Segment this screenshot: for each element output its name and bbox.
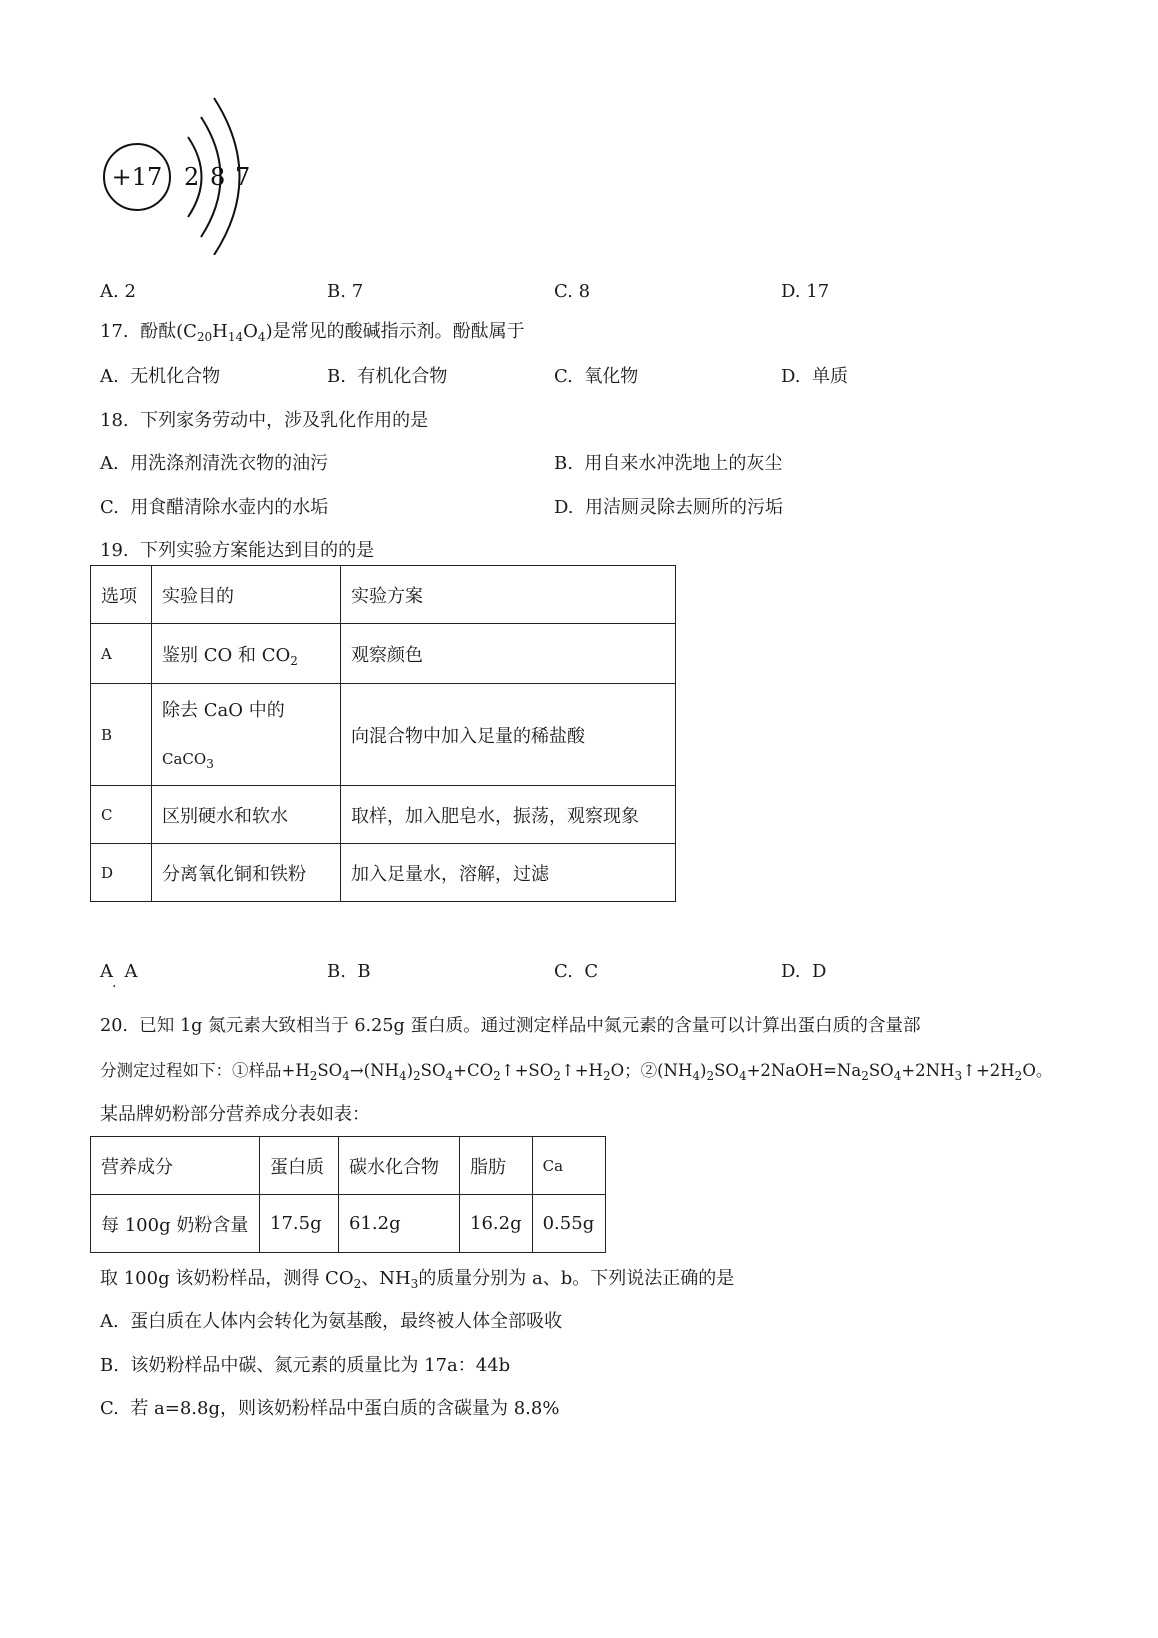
table-row [91, 844, 676, 902]
header-nutrient: 营养成分 [91, 1137, 260, 1195]
row-b-goal: 除去 CaO 中的 CaCO$_3$ [152, 684, 341, 786]
q18-option-b[interactable]: B. 用自来水冲洗地上的灰尘 [554, 453, 783, 474]
q17-option-a[interactable]: A. 无机化合物 [100, 366, 221, 387]
shell-electrons-2: 8 [210, 163, 226, 191]
table-row [91, 624, 676, 684]
row-d-option: D [91, 844, 152, 902]
q18-option-c[interactable]: C. 用食醋清除水壶内的水垢 [100, 497, 329, 518]
row-b-option: B [91, 684, 152, 786]
q17-option-d[interactable]: D. 单质 [781, 366, 848, 387]
table-header-row [91, 1137, 606, 1195]
q17-option-c[interactable]: C. 氧化物 [554, 366, 639, 387]
row-c-plan: 取样，加入肥皂水，振荡，观察现象 [341, 786, 676, 844]
header-goal: 实验目的 [152, 566, 341, 624]
table-header-row [91, 566, 676, 624]
q20-option-c[interactable]: C. 若 a=8.8g，则该奶粉样品中蛋白质的含碳量为 8.8% [100, 1398, 560, 1419]
header-protein: 蛋白质 [260, 1137, 339, 1195]
q17-stem: 17. 酚酞$(C_{20}H_{14}O_4)$是常见的酸碱指示剂。酚酞属于 [100, 321, 525, 344]
q20-option-a[interactable]: A. 蛋白质在人体内会转化为氨基酸，最终被人体全部吸收 [100, 1311, 563, 1332]
shell-electrons-1: 2 [184, 163, 200, 191]
row-d-plan: 加入足量水，溶解，过滤 [341, 844, 676, 902]
calcium-value: 0.55g [532, 1195, 605, 1253]
table-row [91, 1195, 606, 1253]
q19-stem: 19. 下列实验方案能达到目的的是 [100, 540, 375, 561]
q18-option-d[interactable]: D. 用洁厕灵除去厕所的污垢 [554, 497, 783, 518]
q17-option-b[interactable]: B. 有机化合物 [327, 366, 448, 387]
q18-option-a[interactable]: A. 用洗涤剂清洗衣物的油污 [100, 453, 329, 474]
row-a-option: A [91, 624, 152, 684]
chlorine-atom-structure-diagram [100, 95, 260, 255]
q16-option-b[interactable]: B. 7 [327, 281, 364, 302]
q20-line-3: 某品牌奶粉部分营养成分表如表： [100, 1104, 370, 1125]
header-carbohydrate: 碳水化合物 [339, 1137, 460, 1195]
row-d-goal: 分离氧化铜和铁粉 [152, 844, 341, 902]
q19-option-a[interactable]: A A [100, 961, 138, 982]
q19-option-b[interactable]: B. B [327, 961, 371, 982]
q19-option-a-dot: . [112, 975, 117, 991]
q19-experiment-table [90, 565, 676, 902]
row-label: 每 100g 奶粉含量 [91, 1195, 260, 1253]
q18-stem: 18. 下列家务劳动中，涉及乳化作用的是 [100, 410, 429, 431]
q16-option-a[interactable]: A. 2 [100, 281, 136, 302]
q20-line-1: 20. 已知 1g 氮元素大致相当于 6.25g 蛋白质。通过测定样品中氮元素的含量可以计算出蛋白质的含量部 [100, 1016, 921, 1036]
row-c-goal: 区别硬水和软水 [152, 786, 341, 844]
q16-option-d[interactable]: D. 17 [781, 281, 830, 302]
q19-option-c[interactable]: C. C [554, 961, 599, 982]
header-calcium: Ca [532, 1137, 605, 1195]
header-option: 选项 [91, 566, 152, 624]
table-row [91, 786, 676, 844]
shell-electrons-3: 7 [235, 163, 251, 191]
q16-option-c[interactable]: C. 8 [554, 281, 591, 302]
q20-option-b[interactable]: B. 该奶粉样品中碳、氮元素的质量比为 17a：44b [100, 1355, 511, 1376]
fat-value: 16.2g [460, 1195, 533, 1253]
row-a-plan: 观察颜色 [341, 624, 676, 684]
row-a-goal: 鉴别 CO 和 $CO_2$ [152, 624, 341, 684]
q20-line-4: 取 100g 该奶粉样品，测得 $CO_2$、$NH_3$的质量分别为 a、b。下列说法正确的是 [100, 1268, 735, 1291]
protein-value: 17.5g [260, 1195, 339, 1253]
nucleus-charge: +17 [111, 163, 163, 191]
carbohydrate-value: 61.2g [339, 1195, 460, 1253]
row-c-option: C [91, 786, 152, 844]
header-plan: 实验方案 [341, 566, 676, 624]
table-row [91, 684, 676, 786]
header-fat: 脂肪 [460, 1137, 533, 1195]
q20-line-2: 分测定过程如下：①样品$+H_2SO_4\to(NH_4)_2SO_4+CO_2↑+SO_2↑+H_2O$；$②(NH_4)_2SO_4+2NaOH=Na_2SO_4+2NH_3↑+2H_2O$。 [100, 1061, 1053, 1083]
q20-nutrition-table [90, 1136, 606, 1253]
q19-option-d[interactable]: D. D [781, 961, 827, 982]
row-b-plan: 向混合物中加入足量的稀盐酸 [341, 684, 676, 786]
